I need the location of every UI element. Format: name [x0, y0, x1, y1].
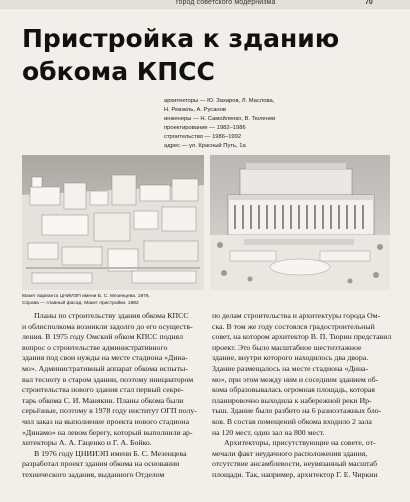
body-line: вал тесноту в старом здании, поэтому инициатором [22, 374, 194, 384]
building-model-photo-icon [210, 155, 390, 290]
architectural-model-photo [22, 155, 204, 290]
body-line: тарь обкома С. И. Манякин. Планы обкома были [22, 395, 184, 405]
body-line: Архитекторы, присутствующие на совете, от- [224, 438, 376, 448]
body-line: разработал проект здания обкома на основании [22, 459, 180, 469]
title-line: обкома КПСС [22, 57, 215, 86]
credits-block [164, 97, 399, 150]
building-model-photo [210, 155, 390, 290]
running-title: город советского модернизма [176, 0, 276, 6]
body-line: ков. В состав помещений обкома входило 2 зала [212, 416, 372, 426]
body-line: по делам строительства и архитектуры города Ом- [212, 311, 381, 320]
caption-line: Справа — главный фасад. Макет пристройки. 1982 [22, 301, 139, 306]
body-line: Здание размещалось на месте стадиона «Дина- [212, 363, 369, 373]
body-column-left [22, 311, 202, 481]
body-line: вопрос о строительстве административного [22, 342, 168, 352]
body-line: мечали факт неудачного расположения здания, [212, 448, 368, 458]
credit-line: инженеры — Н. Самойленко, В. Тюленев [164, 115, 276, 122]
body-line: здания под свои нужды на месте стадиона «Дина- [22, 353, 188, 363]
body-line: строительства нового здания стал первый секре- [22, 385, 184, 395]
body-line: отсутствие ансамблевости, неувязанный масштаб [212, 459, 378, 469]
body-line: планировочно выходила к набережной реки Ир- [212, 395, 372, 405]
body-line: Планы по строительству здания обкома КПСС [34, 311, 189, 320]
body-line: хитекторы А. А. Гаценко и Г. А. Бойко. [22, 438, 152, 448]
body-line: мо», при этом между ним и соседним зданием об- [212, 374, 379, 384]
caption-line: Макет варианта ЦНИИЭП имени Б. С. Мезенцева. 1976. [22, 294, 150, 299]
body-line: чил заказ на выполнение проекта нового стадиона [22, 416, 190, 426]
page-number: 70 [365, 0, 373, 6]
article-title [22, 22, 382, 88]
body-line: здание, внутри которого находилось два двора. [212, 353, 369, 363]
body-line: тыш. Здание было разбито на 6 разноэтажных бло- [212, 406, 382, 416]
body-line: площади. Так, например, архитектор Г. Е. Чиркин [212, 469, 378, 479]
body-line: проект. Это было масштабное шестиэтажное [212, 342, 362, 352]
figure-caption [22, 293, 204, 307]
credit-line: Н. Ревзель, А. Русанов [164, 106, 226, 113]
architectural-model-photo-icon [22, 155, 204, 290]
body-line: ления. В 1975 году Омский обком КПСС поднял [22, 332, 184, 342]
body-column-right [212, 311, 392, 481]
body-line: и облисполкома возникли задолго до его осуществ- [22, 321, 193, 331]
credit-line: архитекторы — Ю. Захаров, Л. Маслова, [164, 98, 275, 104]
body-line: кома образовывалась огромная площадь, которая [212, 385, 375, 395]
body-line: «Динамо» на левом берегу, который выполнили ар- [22, 427, 193, 437]
body-line: совет, на котором архитектор В. П. Тюрин представил [212, 332, 392, 342]
body-line: технического задания, выданного Отделом [22, 469, 165, 479]
body-line: мо». Административный аппарат обкома испыты- [22, 363, 188, 373]
title-line: Пристройка к зданию [22, 24, 340, 53]
body-line: В 1976 году ЦНИИЭП имени Б. С. Мезенцева [34, 448, 187, 458]
body-line: на 120 мест, один зал на 800 мест. [212, 427, 325, 437]
credit-line: строительство — 1986–1992 [164, 133, 242, 140]
credit-line: проектирование — 1982–1986 [164, 124, 246, 131]
credit-line: адрес — ул. Красный Путь, 1а [164, 142, 246, 149]
body-line: серьёзные, поэтому в 1978 году институт ОГП полу- [22, 406, 197, 416]
body-line: ска. В том же году состоялся градостроительный [212, 321, 375, 331]
